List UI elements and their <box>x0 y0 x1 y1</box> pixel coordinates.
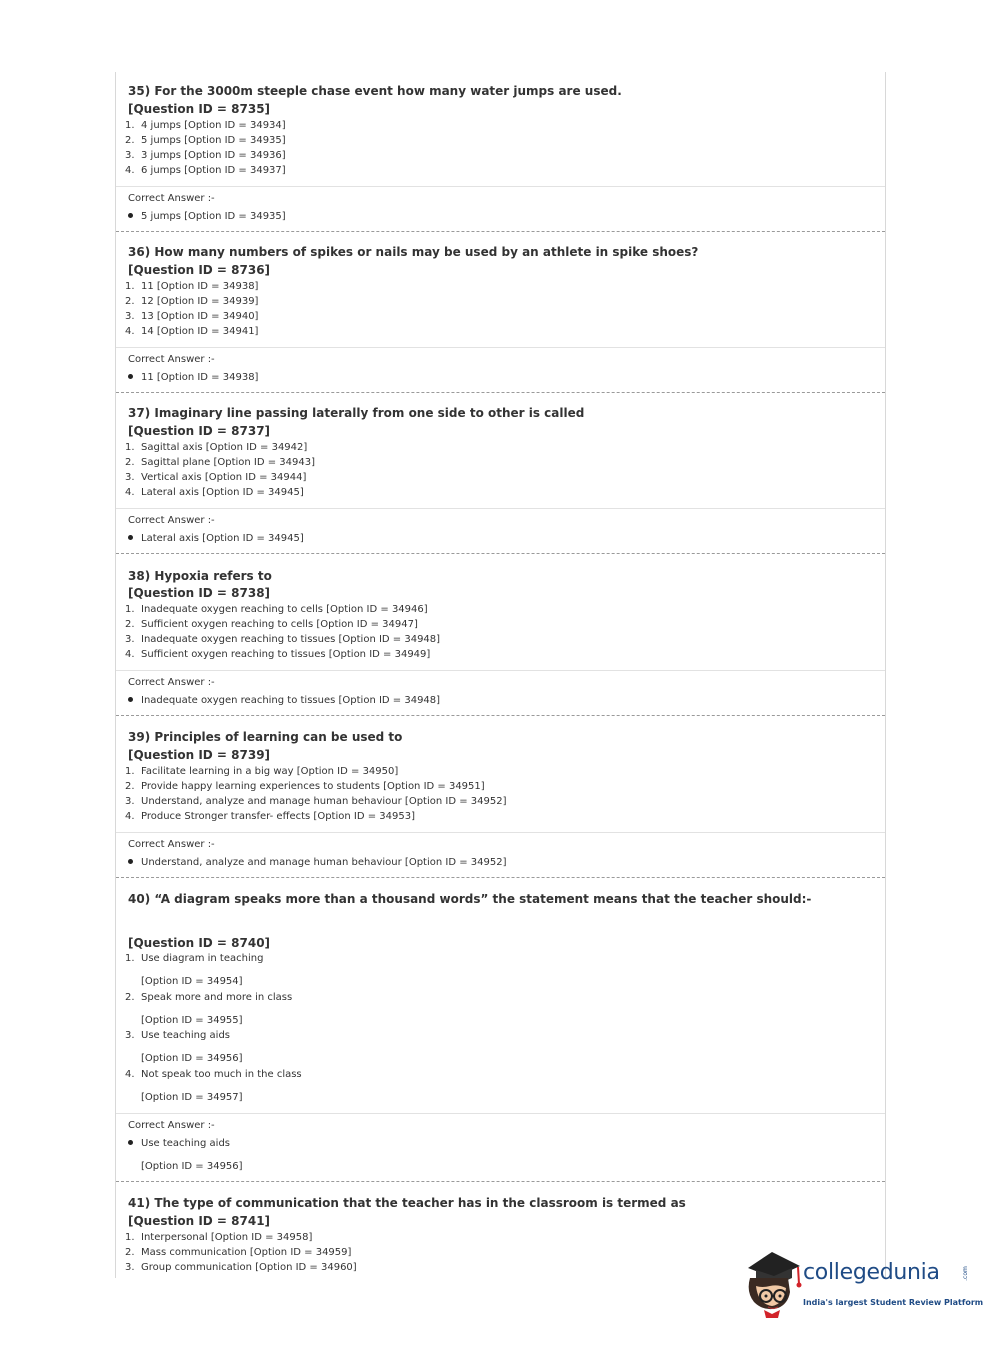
option: 3. Inadequate oxygen reaching to tissues [Option ID = 34948] <box>125 634 441 645</box>
question-divider <box>116 392 885 393</box>
option-id: [Option ID = 34955] <box>141 1015 243 1026</box>
correct-answer: Lateral axis [Option ID = 34945] <box>128 533 304 544</box>
bullet-icon <box>128 1140 133 1145</box>
question-text: 39) Principles of learning can be used to <box>128 730 403 744</box>
option: 4. Produce Stronger transfer- effects [Option ID = 34953] <box>125 811 415 822</box>
bullet-icon <box>128 374 133 379</box>
question-divider <box>116 1181 885 1182</box>
bullet-icon <box>128 213 133 218</box>
correct-answer: Inadequate oxygen reaching to tissues [Option ID = 34948] <box>128 695 440 706</box>
question-text: 36) How many numbers of spikes or nails may be used by an athlete in spike shoes? <box>128 245 699 259</box>
question-divider <box>116 715 885 716</box>
option: 2. Provide happy learning experiences to students [Option ID = 34951] <box>125 781 485 792</box>
option: 2. 5 jumps [Option ID = 34935] <box>125 135 286 146</box>
divider <box>116 347 885 348</box>
question-text: 41) The type of communication that the teacher has in the classroom is termed as <box>128 1196 686 1210</box>
question-text: 37) Imaginary line passing laterally from one side to other is called <box>128 406 585 420</box>
divider <box>116 186 885 187</box>
divider <box>116 1113 885 1114</box>
option: 1. Use diagram in teaching <box>125 953 264 964</box>
logo-tagline: India's largest Student Review Platform <box>803 1298 984 1307</box>
collegedunia-logo[interactable] <box>742 1248 984 1318</box>
correct-answer-label: Correct Answer :- <box>128 193 215 204</box>
option: 1. 11 [Option ID = 34938] <box>125 281 259 292</box>
option: 3. Understand, analyze and manage human behaviour [Option ID = 34952] <box>125 796 507 807</box>
option: 2. Mass communication [Option ID = 34959] <box>125 1247 352 1258</box>
correct-answer-label: Correct Answer :- <box>128 515 215 526</box>
bullet-icon <box>128 697 133 702</box>
option: 3. 3 jumps [Option ID = 34936] <box>125 150 286 161</box>
option: 4. 14 [Option ID = 34941] <box>125 326 259 337</box>
option: 2. Sagittal plane [Option ID = 34943] <box>125 457 316 468</box>
divider <box>116 508 885 509</box>
question-text: 38) Hypoxia refers to <box>128 569 272 583</box>
option-id: [Option ID = 34954] <box>141 976 243 987</box>
correct-answer: 11 [Option ID = 34938] <box>128 372 258 383</box>
bullet-icon <box>128 859 133 864</box>
question-divider <box>116 877 885 878</box>
option: 3. 13 [Option ID = 34940] <box>125 311 259 322</box>
question-id: [Question ID = 8740] <box>128 936 271 950</box>
option: 2. Sufficient oxygen reaching to cells [Option ID = 34947] <box>125 619 418 630</box>
question-id: [Question ID = 8739] <box>128 748 271 762</box>
option: 4. Not speak too much in the class <box>125 1069 302 1080</box>
option: 3. Use teaching aids <box>125 1030 231 1041</box>
option: 4. Lateral axis [Option ID = 34945] <box>125 487 304 498</box>
option: 1. Facilitate learning in a big way [Option ID = 34950] <box>125 766 399 777</box>
question-id: [Question ID = 8736] <box>128 263 271 277</box>
correct-answer: Understand, analyze and manage human behaviour [Option ID = 34952] <box>128 857 506 868</box>
option: 1. Inadequate oxygen reaching to cells [Option ID = 34946] <box>125 604 428 615</box>
question-id: [Question ID = 8738] <box>128 586 271 600</box>
question-divider <box>116 231 885 232</box>
option-id: [Option ID = 34957] <box>141 1092 243 1103</box>
option: 1. Sagittal axis [Option ID = 34942] <box>125 442 308 453</box>
divider <box>116 670 885 671</box>
divider <box>116 832 885 833</box>
option: 3. Group communication [Option ID = 34960] <box>125 1262 357 1273</box>
question-id: [Question ID = 8735] <box>128 102 271 116</box>
correct-answer-label: Correct Answer :- <box>128 1120 215 1131</box>
question-text: 40) “A diagram speaks more than a thousand words” the statement means that the teacher should:- <box>128 892 812 906</box>
option: 4. 6 jumps [Option ID = 34937] <box>125 165 286 176</box>
question-sheet <box>115 72 886 1278</box>
correct-answer: 5 jumps [Option ID = 34935] <box>128 211 286 222</box>
option: 1. Interpersonal [Option ID = 34958] <box>125 1232 313 1243</box>
correct-answer: Use teaching aids <box>128 1138 230 1149</box>
option: 1. 4 jumps [Option ID = 34934] <box>125 120 286 131</box>
option: 3. Vertical axis [Option ID = 34944] <box>125 472 307 483</box>
question-id: [Question ID = 8737] <box>128 424 271 438</box>
bullet-icon <box>128 535 133 540</box>
correct-answer-label: Correct Answer :- <box>128 839 215 850</box>
correct-option-id: [Option ID = 34956] <box>141 1161 243 1172</box>
mascot-icon <box>742 1248 804 1318</box>
question-id: [Question ID = 8741] <box>128 1214 271 1228</box>
question-text: 35) For the 3000m steeple chase event how many water jumps are used. <box>128 84 622 98</box>
option-id: [Option ID = 34956] <box>141 1053 243 1064</box>
correct-answer-label: Correct Answer :- <box>128 677 215 688</box>
option: 2. Speak more and more in class <box>125 992 293 1003</box>
question-divider <box>116 553 885 554</box>
logo-wordmark: collegedunia <box>803 1260 940 1285</box>
correct-answer-label: Correct Answer :- <box>128 354 215 365</box>
option: 4. Sufficient oxygen reaching to tissues [Option ID = 34949] <box>125 649 431 660</box>
logo-suffix: .com <box>961 1266 969 1281</box>
option: 2. 12 [Option ID = 34939] <box>125 296 259 307</box>
